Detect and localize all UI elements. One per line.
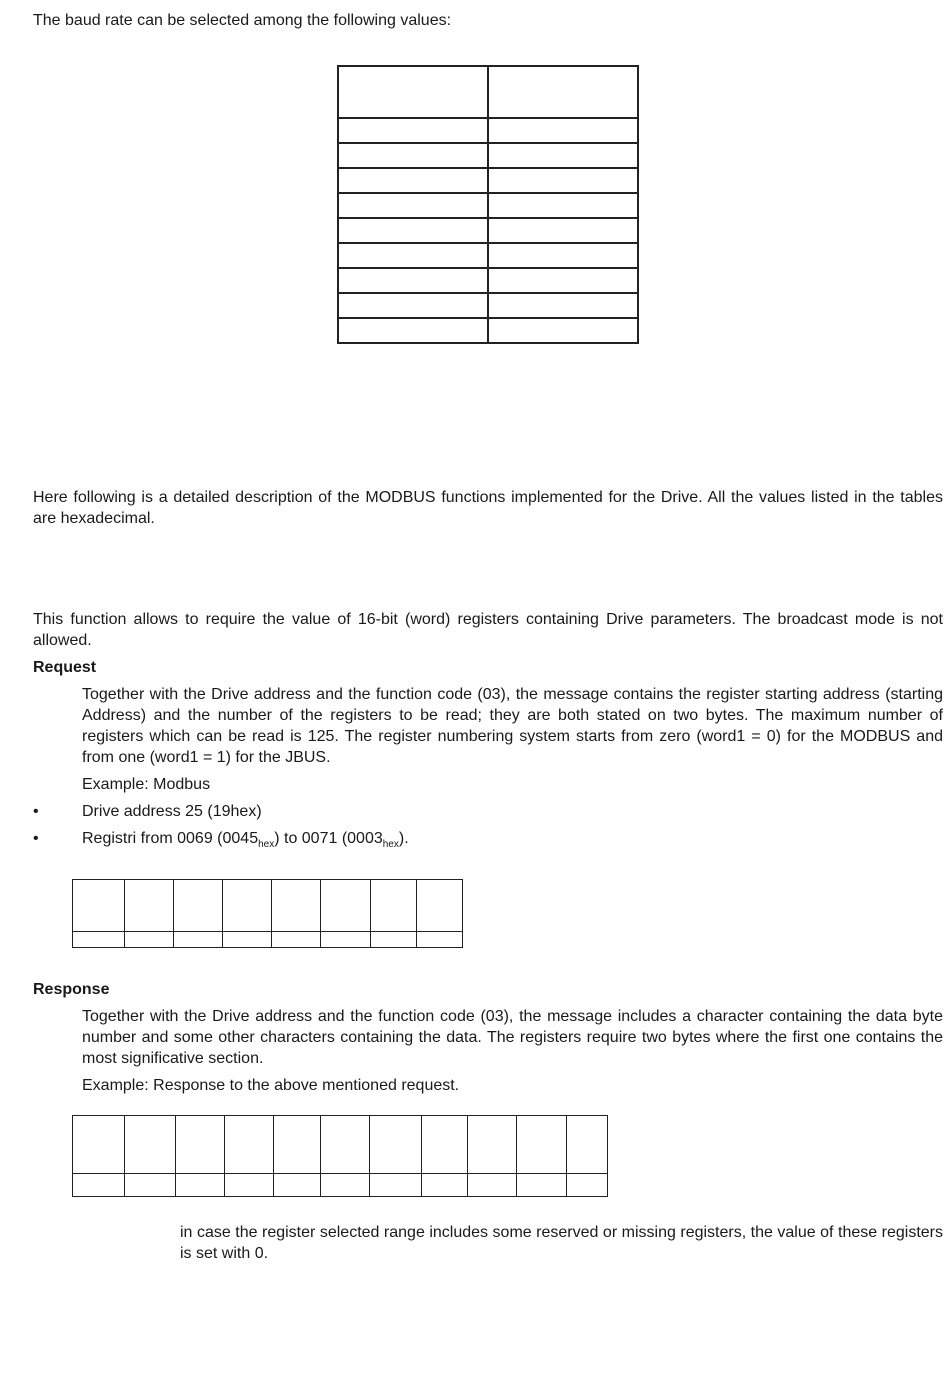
table-cell [125,880,174,932]
table-row [338,168,638,193]
table-cell [125,1116,176,1174]
table-cell [338,218,488,243]
table-cell [225,1116,274,1174]
table-cell [125,1174,176,1197]
table-cell [422,1116,468,1174]
table-cell [174,880,223,932]
table-cell [517,1116,567,1174]
table-cell [417,880,463,932]
table-cell [73,1116,125,1174]
table-cell [274,1116,321,1174]
table-cell [174,932,223,948]
table-cell [338,193,488,218]
table-cell [338,118,488,143]
table-cell [176,1174,225,1197]
table-cell [176,1116,225,1174]
table-cell [488,168,638,193]
response-frame-table [72,1115,608,1197]
table-cell [488,118,638,143]
table-cell [468,1116,517,1174]
table-cell [272,932,321,948]
table-cell [567,1116,608,1174]
bullet-marker: • [33,803,39,820]
table-cell [338,293,488,318]
table-cell [371,932,417,948]
table-cell [225,1174,274,1197]
table-cell [73,1174,125,1197]
table-row [338,318,638,343]
hex-subscript: hex [258,839,275,850]
table-cell [338,268,488,293]
table-cell [321,880,371,932]
table-cell [488,293,638,318]
table-cell [488,193,638,218]
functions-intro-text: Here following is a detailed description of the MODBUS functions implemented for the Drive. All the values listed in the tables are hexadecimal. [33,489,943,527]
table-cell [223,880,272,932]
table-cell [73,880,125,932]
table-cell [338,168,488,193]
table-row [338,293,638,318]
table-cell [567,1174,608,1197]
table-row [73,932,463,948]
register-range-start-text: Registri from 0069 (0045 [82,830,259,847]
table-cell [488,243,638,268]
bullet-drive-address: Drive address 25 (19hex) [82,803,262,820]
response-text: Together with the Drive address and the function code (03), the message includes a character containing the data byte number and some other characters containing the data. The registers require two bytes where the first one contains the most significative section. [82,1008,943,1067]
table-cell [488,66,638,118]
table-cell [321,932,371,948]
table-row [338,193,638,218]
table-row [338,268,638,293]
table-cell [338,66,488,118]
table-cell [321,1174,370,1197]
response-heading: Response [33,981,110,998]
bullet-marker: • [33,830,39,847]
table-row [338,243,638,268]
table-cell [488,318,638,343]
baud-rate-table [337,65,639,344]
table-cell [73,932,125,948]
table-cell [338,318,488,343]
table-header-row [338,66,638,118]
reserved-registers-note: in case the register selected range includes some reserved or missing registers, the value of these registers is set with 0. [180,1224,943,1262]
table-header-row [73,1116,608,1174]
request-example-label: Example: Modbus [82,776,211,793]
table-cell [488,143,638,168]
response-example-label: Example: Response to the above mentioned request. [82,1077,460,1094]
baud-intro-text: The baud rate can be selected among the following values: [33,12,452,29]
register-range-end-text: ). [398,830,409,847]
table-row [338,218,638,243]
table-cell [321,1116,370,1174]
table-cell [468,1174,517,1197]
request-frame-table [72,879,463,948]
table-cell [125,932,174,948]
table-header-row [73,880,463,932]
table-row [338,118,638,143]
table-cell [223,932,272,948]
table-cell [338,143,488,168]
table-cell [272,880,321,932]
table-cell [370,1174,422,1197]
table-cell [274,1174,321,1197]
request-text: Together with the Drive address and the function code (03), the message contains the register starting address (starting Address) and the number of the registers to be read; they are both stated on two bytes. The maximum number of registers which can be read is 125. The register numbering system starts from zero (word1 = 0) for the MODBUS and from one (word1 = 1) for the JBUS. [82,686,943,766]
table-cell [417,932,463,948]
table-cell [517,1174,567,1197]
table-cell [488,218,638,243]
request-heading: Request [33,659,97,676]
table-row [338,143,638,168]
table-cell [371,880,417,932]
hex-subscript: hex [382,839,399,850]
register-range-mid-text: ) to 0071 (0003 [274,830,383,847]
table-cell [338,243,488,268]
table-row [73,1174,608,1197]
bullet-register-range [82,828,943,849]
table-cell [370,1116,422,1174]
function-description: This function allows to require the value of 16-bit (word) registers containing Drive parameters. The broadcast mode is not allowed. [33,611,943,649]
table-cell [422,1174,468,1197]
table-cell [488,268,638,293]
